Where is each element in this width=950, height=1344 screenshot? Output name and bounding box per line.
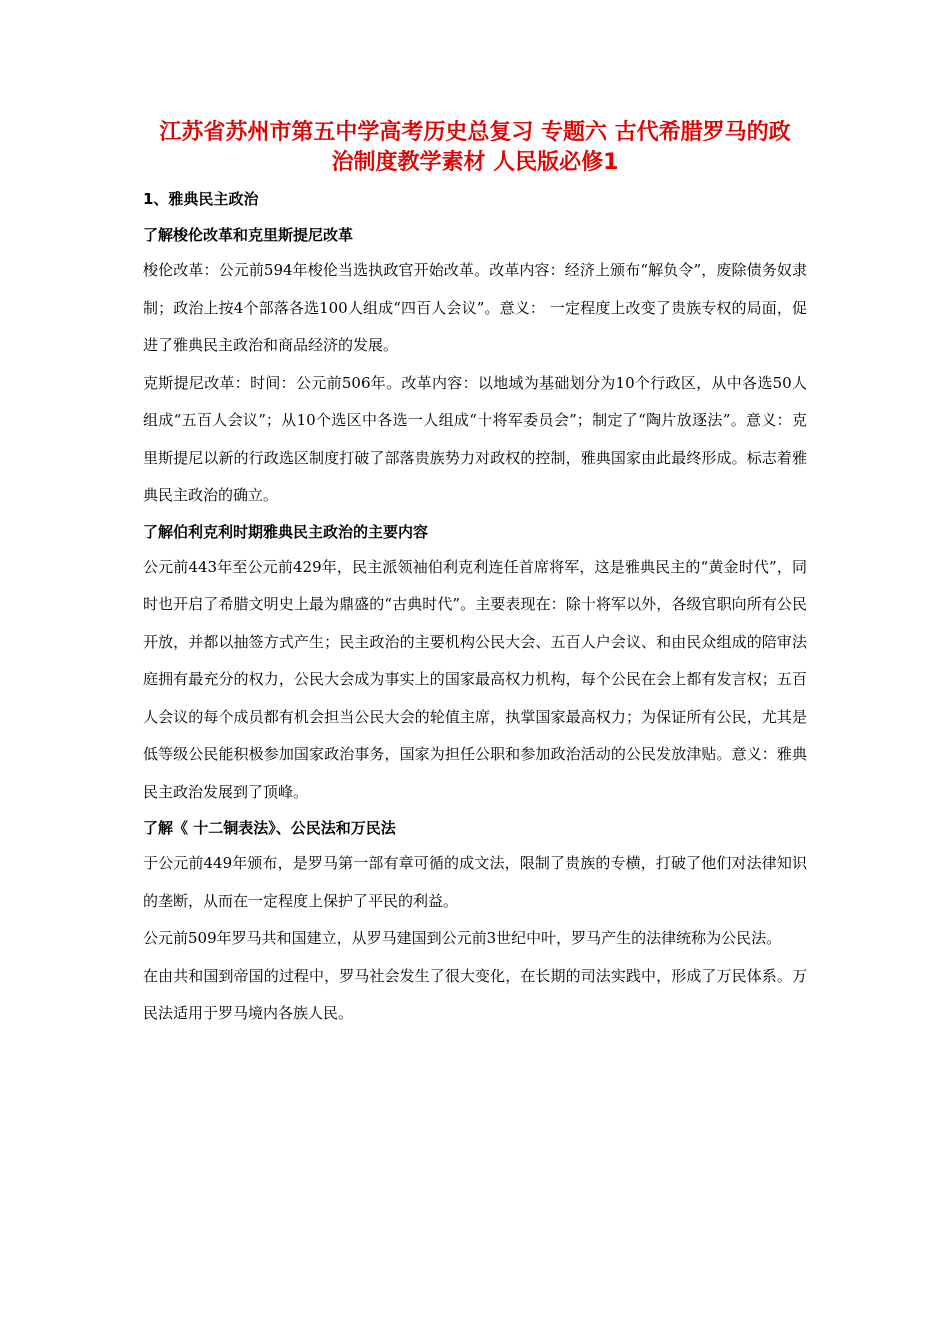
- title-line-1: 江苏省苏州市第五中学高考历史总复习 专题六 古代希腊罗马的政: [159, 120, 791, 145]
- paragraph-pericles-era: 公元前443年至公元前429年，民主派领袖伯利克利连任首席将军，这是雅典民主的“黄金时代”，同时也开启了希腊文明史上最为鼎盛的“古典时代”。主要表现在：除十将军以外，各级官职向所有公民开放，并都以抽签方式产生；民主政治的主要机构公民大会、五百人户会议、和由民众组成的陪审法庭拥有最充分的权力，公民大会成为事实上的国家最高权力机构，每个公民在会上都有发言权；五百人会议的每个成员都有机会担当公民大会的轮值主席，执掌国家最高权力；为保证所有公民，尤其是低等级公民能积极参加国家政治事务，国家为担任公职和参加政治活动的公民发放津贴。意义：雅典民主政治发展到了顶峰。: [143, 557, 807, 801]
- title-line-2: 治制度教学素材 人民版必修1: [331, 150, 619, 175]
- subheading-roman-law: 了解《 十二铜表法》、公民法和万民法: [143, 819, 396, 837]
- paragraph-twelve-tables: 于公元前449年颁布，是罗马第一部有章可循的成文法，限制了贵族的专横，打破了他们对法律知识的垄断，从而在一定程度上保护了平民的利益。: [143, 854, 807, 910]
- subheading-solon-cleisthenes: 了解梭伦改革和克里斯提尼改革: [143, 226, 354, 244]
- paragraph-law-of-nations: 在由共和国到帝国的过程中，罗马社会发生了很大变化，在长期的司法实践中，形成了万民体系。万民法适用于罗马境内各族人民。: [143, 966, 807, 1022]
- subheading-pericles: 了解伯利克利时期雅典民主政治的主要内容: [143, 522, 429, 541]
- paragraph-solon-reform: 梭伦改革：公元前594年梭伦当选执政官开始改革。改革内容：经济上颁布“解负令”，废除债务奴隶制；政治上按4个部落各选100人组成“四百人会议”。意义： 一定程度上改变了贵族专权的局面，促进了雅典民主政治和商品经济的发展。: [143, 261, 807, 354]
- document-title: [143, 118, 807, 178]
- section-heading-athens: 1、雅典民主政治: [143, 190, 259, 208]
- paragraph-civil-law: 公元前509年罗马共和国建立，从罗马建国到公元前3世纪中叶，罗马产生的法律统称为公民法。: [143, 929, 782, 947]
- paragraph-cleisthenes-reform: 克斯提尼改革：时间：公元前506年。改革内容：以地域为基础划分为10个行政区，从中各选50人组成“五百人会议”；从10个选区中各选一人组成“十将军委员会”；制定了“陶片放逐法”。意义：克里斯提尼以新的行政选区制度打破了部落贵族势力对政权的控制，雅典国家由此最终形成。标志着雅典民主政治的确立。: [143, 373, 807, 504]
